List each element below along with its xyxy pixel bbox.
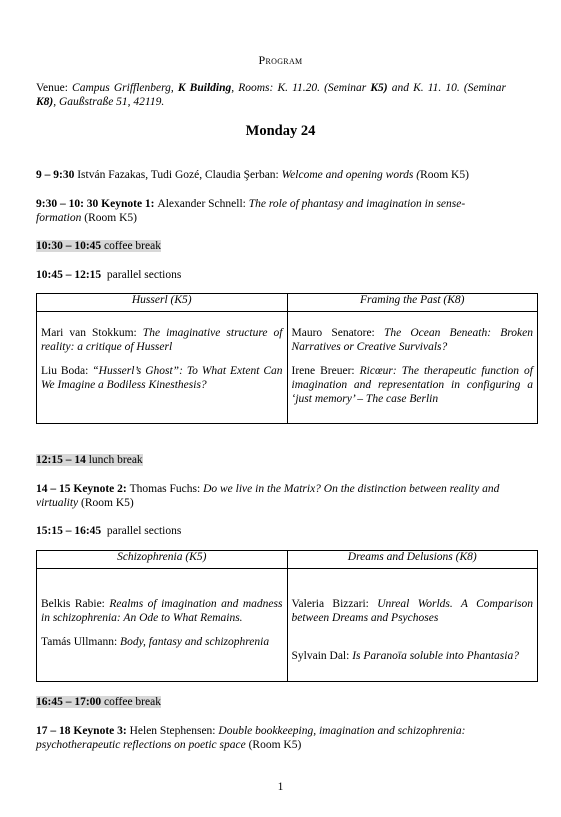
keynote3-speaker: Helen Stephensen: xyxy=(129,725,219,737)
venue-and: and K. 11. 10. (Seminar xyxy=(387,82,506,94)
venue-k8: K8) xyxy=(36,96,54,108)
talk-item xyxy=(41,635,283,649)
venue-k5: K5) xyxy=(370,82,388,94)
keynote1-title: The role of phantasy and imagination in sense-formation xyxy=(36,198,466,224)
welcome-title: Welcome and opening words ( xyxy=(281,169,421,181)
keynote2-item xyxy=(36,482,506,510)
session-table-1 xyxy=(36,293,538,424)
talk-title: Realms of imagination and madness in schizophrenia: An Ode to What Remains. xyxy=(41,598,283,624)
talk-speaker: Valeria Bizzari: xyxy=(291,598,378,610)
welcome-item xyxy=(36,168,506,182)
keynote1-item xyxy=(36,197,506,225)
talk-item xyxy=(292,649,534,663)
coffee1-time: 10:30 – 10:45 xyxy=(36,240,102,252)
talk-title: Is Paranoïa soluble into Phantasia? xyxy=(352,650,519,662)
session1-left-header: Husserl (K5) xyxy=(37,294,288,312)
session2-right-header: Dreams and Delusions (K8) xyxy=(287,551,538,569)
venue-rooms: , Rooms: K. 11.20. (Seminar xyxy=(231,82,371,94)
talk-title: Unreal Worlds. A Comparison between Dreams and Psychoses xyxy=(291,598,533,624)
venue-building: K Building xyxy=(177,82,232,94)
coffee-break-2 xyxy=(36,695,506,709)
keynote1-label: Keynote 1: xyxy=(101,198,158,210)
keynote1-time: 9:30 – 10: 30 xyxy=(36,198,102,210)
coffee-break-1 xyxy=(36,239,506,253)
talk-title: The Ocean Beneath: Broken Narratives or Creative Survivals? xyxy=(291,327,533,353)
talk-title: Ricœur: The therapeutic function of imagination and representation in configuring a ‘just memory’ – The case Berlin xyxy=(291,365,533,405)
coffee1-text: coffee break xyxy=(101,240,161,252)
talk-title: The imaginative structure of reality: a critique of Husserl xyxy=(41,327,283,353)
lunch-break xyxy=(36,453,506,467)
venue-campus: Campus Grifflenberg, xyxy=(72,82,178,94)
parallel2-text: parallel sections xyxy=(101,525,182,537)
keynote3-title: Double bookkeeping, imagination and schizophrenia: psychotherapeutic reflections on poetic space xyxy=(36,725,466,751)
welcome-room: Room K5) xyxy=(420,169,469,181)
talk-speaker: Liu Boda: xyxy=(41,365,93,377)
talk-item xyxy=(292,364,534,406)
welcome-time: 9 – 9:30 xyxy=(36,169,75,181)
talk-speaker: Tamás Ullmann: xyxy=(41,636,121,648)
welcome-speakers: István Fazakas, Tudi Gozé, Claudia Şerban: xyxy=(74,169,282,181)
session-table-2 xyxy=(36,550,538,682)
keynote1-speaker: Alexander Schnell: xyxy=(157,198,249,210)
parallel-sections-1 xyxy=(36,268,506,282)
parallel-sections-2 xyxy=(36,524,506,538)
parallel2-time: 15:15 – 16:45 xyxy=(36,525,102,537)
talk-item xyxy=(292,326,534,354)
session1-right-cell xyxy=(287,312,538,424)
talk-title: “Husserl’s Ghost”: To What Extent Can We Imagine a Bodiless Kinesthesis? xyxy=(41,365,283,391)
venue-address: , Gaußstraße 51, 42119. xyxy=(53,96,165,108)
keynote3-room: (Room K5) xyxy=(245,739,302,751)
keynote3-item xyxy=(36,724,506,752)
keynote2-label: Keynote 2: xyxy=(73,483,130,495)
day-title: Monday 24 xyxy=(245,123,316,139)
parallel1-text: parallel sections xyxy=(101,269,182,281)
keynote2-speaker: Thomas Fuchs: xyxy=(129,483,204,495)
keynote2-time: 14 – 15 xyxy=(36,483,74,495)
talk-item xyxy=(41,326,283,354)
keynote2-title: Do we live in the Matrix? On the distinction between reality and virtuality xyxy=(36,483,500,509)
talk-item xyxy=(292,597,534,639)
session2-left-cell xyxy=(37,569,288,682)
talk-title: Body, fantasy and schizophrenia xyxy=(120,636,270,648)
coffee2-time: 16:45 – 17:00 xyxy=(36,696,102,708)
talk-item xyxy=(41,597,283,625)
keynote2-room: (Room K5) xyxy=(78,497,134,509)
venue-label: Venue: xyxy=(36,82,73,94)
talk-speaker: Sylvain Dal: xyxy=(291,650,353,662)
talk-speaker: Mauro Senatore: xyxy=(291,327,384,339)
session2-left-header: Schizophrenia (K5) xyxy=(37,551,288,569)
keynote3-time: 17 – 18 xyxy=(36,725,74,737)
session1-right-header: Framing the Past (K8) xyxy=(287,294,538,312)
session1-left-cell xyxy=(37,312,288,424)
keynote1-room: (Room K5) xyxy=(81,212,137,224)
talk-speaker: Mari van Stokkum: xyxy=(41,327,143,339)
lunch-time: 12:15 – 14 xyxy=(36,454,86,466)
venue-info xyxy=(36,81,506,109)
talk-speaker: Belkis Rabie: xyxy=(41,598,110,610)
talk-item xyxy=(41,364,283,392)
page-number: 1 xyxy=(277,781,284,793)
lunch-text: lunch break xyxy=(85,454,143,466)
keynote3-label: Keynote 3: xyxy=(73,725,130,737)
coffee2-text: coffee break xyxy=(101,696,161,708)
parallel1-time: 10:45 – 12:15 xyxy=(36,269,102,281)
page-heading: Program xyxy=(258,53,303,67)
talk-speaker: Irene Breuer: xyxy=(291,365,360,377)
session2-right-cell xyxy=(287,569,538,682)
